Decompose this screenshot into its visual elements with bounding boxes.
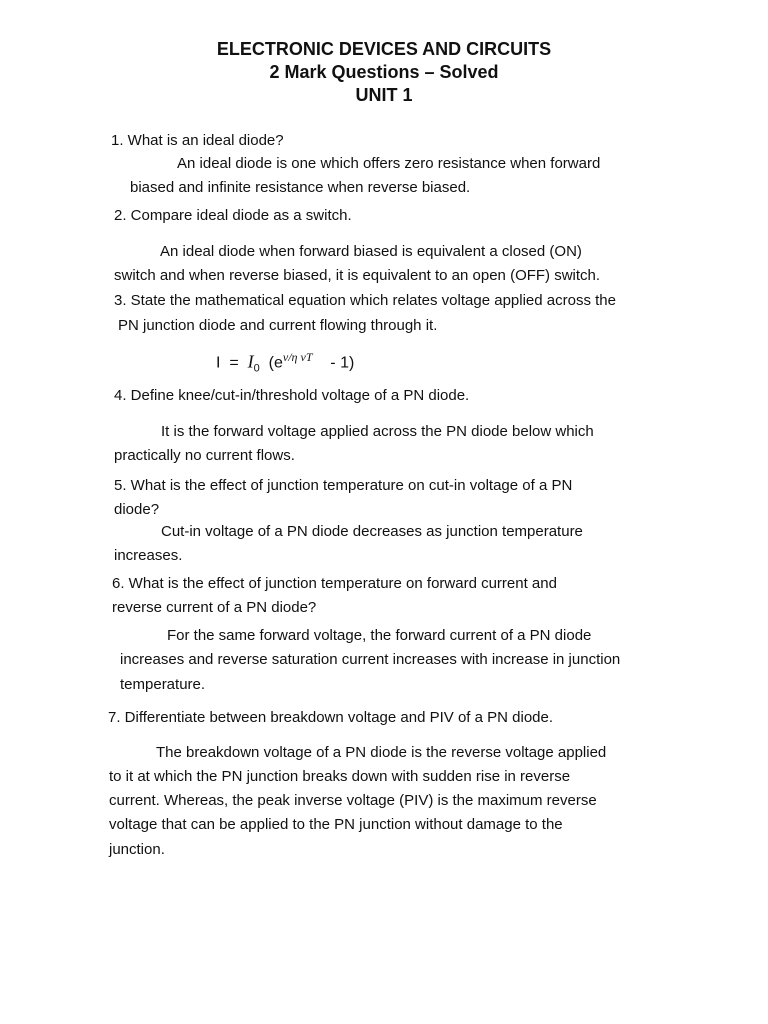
q5-question-line1: 5. What is the effect of junction temperature on cut-in voltage of a PN <box>114 477 573 494</box>
q6-answer-line3: temperature. <box>120 676 206 693</box>
q7-question: 7. Differentiate between breakdown voltage and PIV of a PN diode. <box>108 709 554 726</box>
equation-tail: - 1) <box>330 354 355 372</box>
q4-question: 4. Define knee/cut-in/threshold voltage of a PN diode. <box>114 387 470 404</box>
q1-answer-line1: An ideal diode is one which offers zero resistance when forward <box>177 155 601 172</box>
q7-answer-line5: junction. <box>109 841 165 858</box>
equation-exponent: v/η vT <box>282 350 313 364</box>
equation-lhs: I <box>216 354 221 372</box>
q7-answer-line1: The breakdown voltage of a PN diode is the reverse voltage applied <box>156 744 607 761</box>
q7-answer-line3: current. Whereas, the peak inverse voltage (PIV) is the maximum reverse <box>109 792 597 809</box>
q2-answer-line1: An ideal diode when forward biased is equivalent a closed (ON) <box>160 243 582 260</box>
document-unit: UNIT 1 <box>355 85 413 105</box>
q4-answer-line2: practically no current flows. <box>114 447 295 464</box>
q6-question-line2: reverse current of a PN diode? <box>112 599 317 616</box>
q2-answer-line2: switch and when reverse biased, it is equivalent to an open (OFF) switch. <box>114 267 601 284</box>
q7-answer-line2: to it at which the PN junction breaks down with sudden rise in reverse <box>109 768 571 785</box>
document-subtitle: 2 Mark Questions – Solved <box>269 62 499 82</box>
q5-question-line2: diode? <box>114 501 160 518</box>
q7-answer-line4: voltage that can be applied to the PN junction without damage to the <box>109 816 563 833</box>
q5-answer-line1: Cut-in voltage of a PN diode decreases as junction temperature <box>161 523 583 540</box>
q5-answer-line2: increases. <box>114 547 183 564</box>
q1-answer-line2: biased and infinite resistance when reverse biased. <box>130 179 471 196</box>
equation-open: (e <box>268 354 283 372</box>
equation-i0-subscript: 0 <box>253 362 260 375</box>
document-header <box>0 38 768 107</box>
q1-question: 1. What is an ideal diode? <box>111 132 284 149</box>
q2-question: 2. Compare ideal diode as a switch. <box>114 207 352 224</box>
diode-equation <box>216 350 354 375</box>
q6-answer-line1: For the same forward voltage, the forward current of a PN diode <box>167 627 592 644</box>
equation-i0: I <box>247 351 254 372</box>
q6-answer-line2: increases and reverse saturation current increases with increase in junction <box>120 651 621 668</box>
q6-question-line1: 6. What is the effect of junction temperature on forward current and <box>112 575 557 592</box>
document-title: ELECTRONIC DEVICES AND CIRCUITS <box>216 39 552 59</box>
q3-question-line2: PN junction diode and current flowing through it. <box>118 317 438 334</box>
q3-question-line1: 3. State the mathematical equation which relates voltage applied across the <box>114 292 616 309</box>
equation-equals: = <box>229 354 239 372</box>
q4-answer-line1: It is the forward voltage applied across the PN diode below which <box>161 423 594 440</box>
